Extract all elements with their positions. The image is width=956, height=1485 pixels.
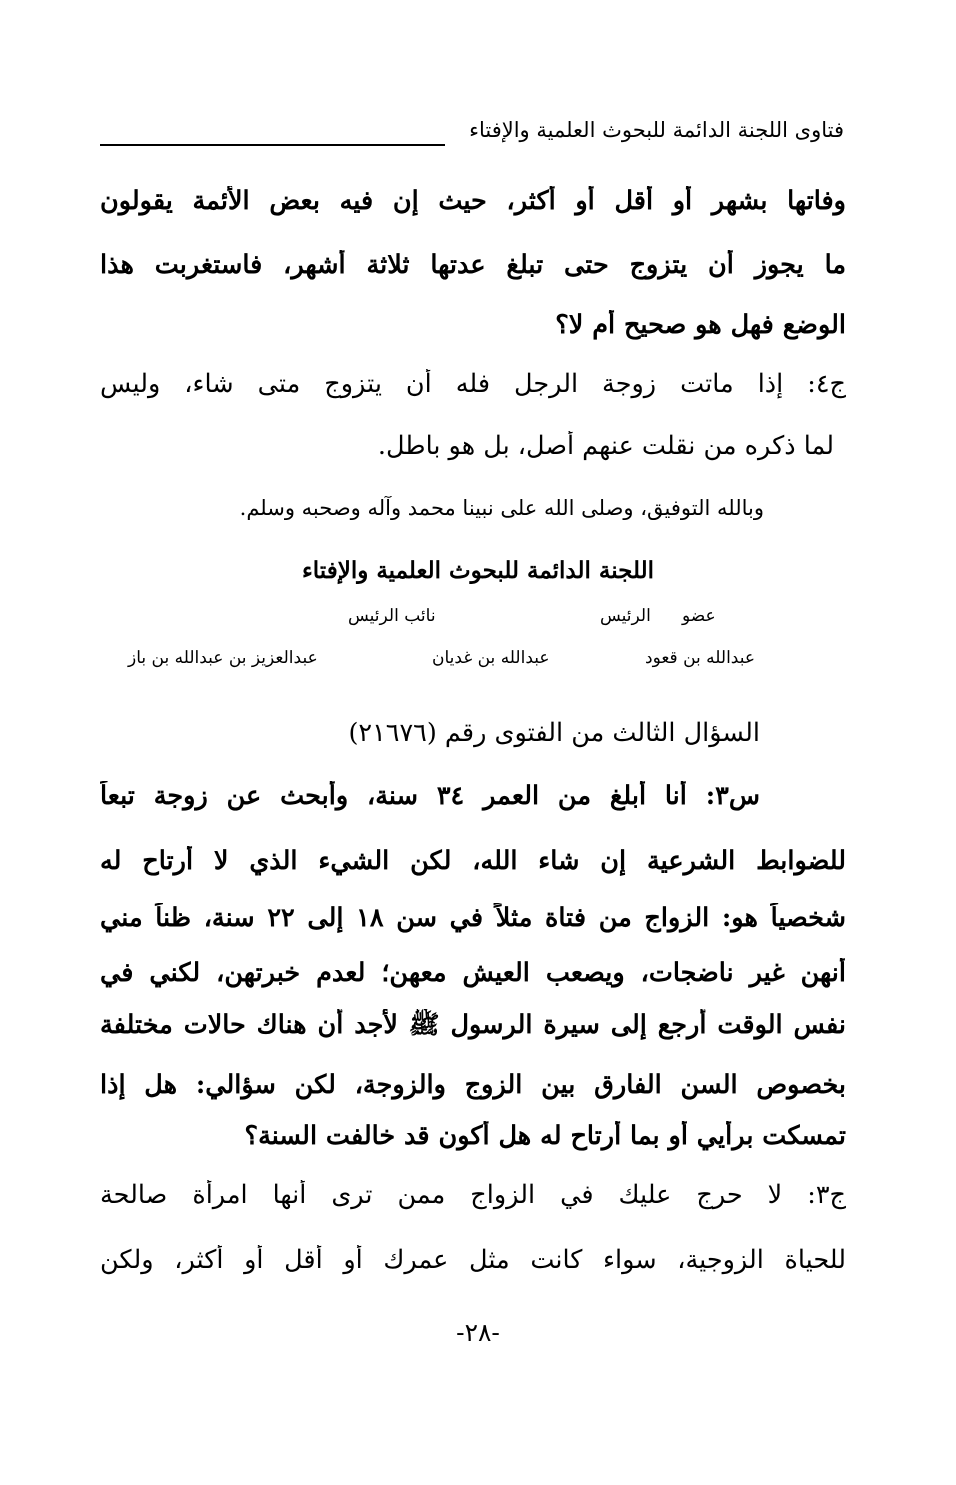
answer-line: للحياة الزوجية، سواء كانت مثل عمرك أو أقل أو أكثر، ولكن bbox=[100, 1245, 846, 1275]
question-line: أنهن غير ناضجات، ويصعب العيش معهن؛ لعدم خبرتهن، لكني في bbox=[100, 958, 846, 988]
page-number: -٢٨- bbox=[456, 1318, 500, 1347]
committee-title: اللجنة الدائمة للبحوث العلمية والإفتاء bbox=[301, 557, 655, 584]
answer-line: ج٣: لا حرج عليك في الزواج ممن ترى أنها امرأة صالحة bbox=[100, 1180, 846, 1210]
running-title: فتاوى اللجنة الدائمة للبحوث العلمية والإفتاء bbox=[469, 118, 844, 142]
closing-formula: وبالله التوفيق، وصلى الله على نبينا محمد وآله وصحبه وسلم. bbox=[239, 496, 764, 520]
signatory-name: عبدالعزيز بن عبدالله بن باز bbox=[128, 648, 318, 668]
running-header bbox=[100, 118, 844, 158]
signatory-roles bbox=[100, 606, 846, 636]
question-line: نفس الوقت أرجع إلى سيرة الرسول ﷺ لأجد أن هناك حالات مختلفة bbox=[100, 1010, 846, 1040]
signatory-role: الرئيس bbox=[600, 606, 651, 626]
question-line: شخصياً هو: الزواج من فتاة مثلاً في سن ١٨ إلى ٢٢ سنة، ظناً مني bbox=[100, 903, 846, 933]
question-line: وفاتها بشهر أو أقل أو أكثر، حيث إن فيه بعض الأئمة يقولون bbox=[100, 186, 846, 216]
question-line: س٣: أنا أبلغ من العمر ٣٤ سنة، وأبحث عن زوجة تبعاً bbox=[100, 781, 760, 811]
signatory-name: عبدالله بن غديان bbox=[432, 648, 550, 668]
answer-line: ج٤: إذا ماتت زوجة الرجل فله أن يتزوج متى شاء، وليس bbox=[100, 369, 846, 399]
question-line: ما يجوز أن يتزوج حتى تبلغ عدتها ثلاثة أشهر، فاستغربت هذا bbox=[100, 250, 846, 280]
signatory-name: عبدالله بن قعود bbox=[645, 648, 756, 668]
fatwa-heading: السؤال الثالث من الفتوى رقم (٢١٦٧٦) bbox=[348, 718, 760, 748]
signatory-names bbox=[100, 648, 846, 678]
question-line: تمسكت برأيي أو بما أرتاح له هل أكون قد خالفت السنة؟ bbox=[244, 1121, 846, 1151]
question-line: الوضع فهل هو صحيح أم لا؟ bbox=[555, 310, 846, 340]
question-line: للضوابط الشرعية إن شاء الله، لكن الشيء الذي لا أرتاح له bbox=[100, 846, 846, 876]
header-rule bbox=[100, 144, 445, 146]
signatory-role: عضو bbox=[682, 606, 716, 626]
signatory-role: نائب الرئيس bbox=[348, 606, 436, 626]
answer-line: لما ذكره من نقلت عنهم أصل، بل هو باطل. bbox=[377, 431, 834, 461]
question-line: بخصوص السن الفارق بين الزوج والزوجة، لكن سؤالي: هل إذا bbox=[100, 1070, 846, 1100]
